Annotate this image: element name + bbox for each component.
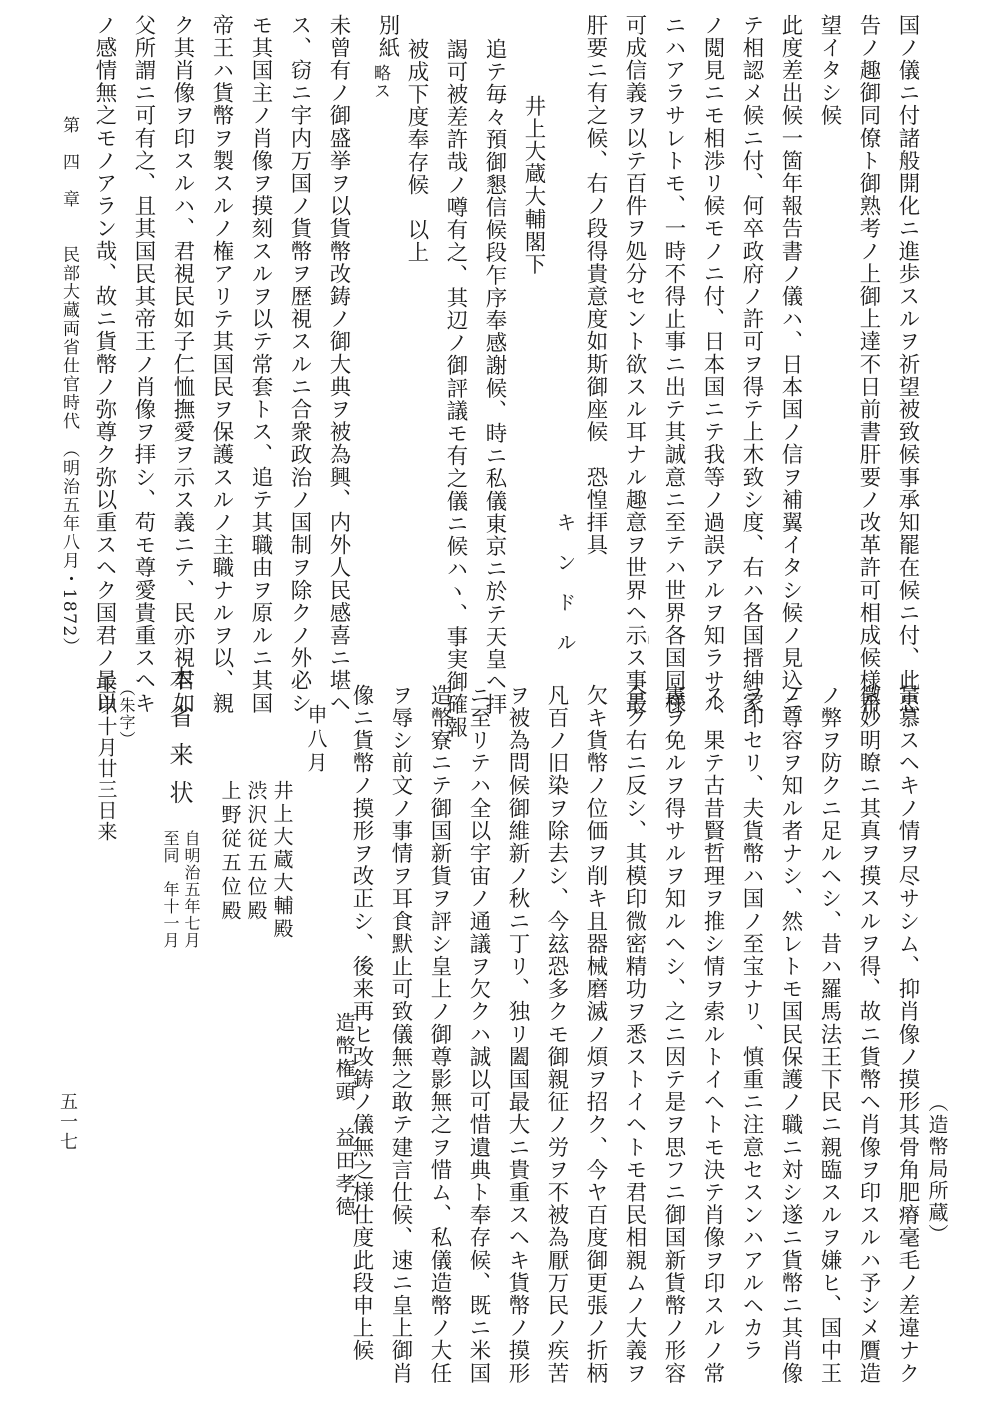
source-note: （造幣局所蔵） — [925, 1092, 949, 1246]
text-column: テ相認メ候ニ付、何卒政府ノ許可ヲ得テ上木致シ度、右ハ各国搢紳家 — [739, 14, 764, 715]
section-title: 本省来状 — [165, 666, 193, 818]
text-column: 全ク右ニ反シ、其模印微密精功ヲ悉ストイヘトモ君民相親ムノ大義ヲ — [622, 684, 647, 1385]
text-column: 帝王ハ貨幣ヲ製スルノ権アリテ其国民ヲ保護スルノ主職ナルヲ以、親 — [209, 14, 234, 715]
running-head: 第 四 章 民部大蔵両省仕官時代 （明治五年八月・1872） — [59, 116, 79, 657]
betsushi-label: 別紙 — [375, 14, 400, 60]
text-column: 可成信義ヲ以テ百件ヲ処分セント欲スル耳ナル趣意ヲ世界ヘ示ス事最 — [622, 14, 647, 715]
text-column: ヲ印セリ、夫貨幣ハ国ノ至宝ナリ、慎重ニ注意セスンハアルヘカラ — [739, 684, 764, 1362]
text-column: ス、果テ古昔賢哲理ヲ推シ情ヲ索ルトイヘトモ決テ肖像ヲ印スルノ常 — [700, 684, 725, 1385]
text-column: ノ尊容ヲ知ル者ナシ、然レトモ国民保護ノ職ニ対シ遂ニ貨幣ニ其肖像 — [778, 684, 803, 1385]
recipient: 井上大蔵大輔殿 — [270, 780, 294, 941]
text-column: 未曾有ノ御盛挙ヲ以貨幣改鋳ノ御大典ヲ被為興、内外人民感喜ニ堪ヘ — [326, 14, 351, 715]
text-column: 告ノ趣御同僚ト御熟考ノ上御上達不日前書肝要ノ改革許可相成候様希 — [856, 14, 881, 715]
text-column: 父所謂ニ可有之、且其国民其帝王ノ肖像ヲ拝シ、苟モ尊愛貴重スヘキ — [131, 14, 156, 715]
letter-date: 申八月 — [304, 704, 328, 776]
betsushi-note: 略ス — [370, 64, 390, 100]
text-column: 肝要ニ有之候、右ノ段得貴意度如斯御座候 恐惶拝具 — [583, 14, 608, 557]
text-column: ノ感情無之モノアラン哉、故ニ貨幣ノ弥尊ク弥以重スヘク国君ノ最以 — [92, 14, 117, 715]
red-ink-note: （朱字） — [117, 680, 136, 748]
signer: 造幣権頭 益田孝徳 — [332, 1012, 356, 1219]
period-from: 自明治五年七月 — [182, 830, 201, 949]
page-number: 五一七 — [57, 1092, 78, 1152]
text-column: ニハアラサレトモ、一時不得止事ニ出テ其誠意ニ至テハ世界各国同様 — [661, 14, 686, 715]
recipient: 渋沢従五位殿 — [244, 780, 268, 924]
text-column: 景慕スヘキノ情ヲ尽サシム、抑肖像ノ摸形其骨角肥瘠毫毛ノ差違ナク — [895, 684, 920, 1385]
text-column: 追テ毎々預御懇信候段乍序奉感謝候、時ニ私儀東京ニ於テ天皇ヘ拝 — [482, 38, 507, 716]
text-column: ス、窃ニ宇内万国ノ貨幣ヲ歴視スルニ合衆政治ノ国制ヲ除クノ外必シ — [287, 14, 312, 715]
crease-mark — [648, 636, 649, 644]
text-column: 欠キ貨幣ノ位価ヲ削キ且器械磨滅ノ煩ヲ招ク、今ヤ百度御更張ノ折柄 — [583, 684, 608, 1385]
text-column: 望イタシ候 — [817, 14, 842, 127]
text-column: ヲ辱シ前文ノ事情ヲ耳食默止可致儀無之敢テ建言仕候、速ニ皇上御肖 — [388, 684, 413, 1385]
text-column: モ其国主ノ肖像ヲ摸刻スルヲ以テ常套トス、追テ其職由ヲ原ルニ其国 — [248, 14, 273, 715]
received-date: 壬申十月廿三日来 — [94, 674, 118, 842]
period-to: 至同 年十一月 — [161, 830, 180, 949]
text-column: 此度差出候一箇年報告書ノ儀ハ、日本国ノ信ヲ補翼イタシ候ノ見込ニ — [778, 14, 803, 715]
text-column: 造幣寮ニテ御国新貨ヲ評シ皇上ノ御尊影無之ヲ惜ム、私儀造幣ノ大任 — [427, 684, 452, 1385]
text-column: 被成下度奉存候 以上 — [404, 38, 429, 264]
sender-name: キンドル — [553, 512, 577, 672]
text-column: 謁可被差許哉ノ噂有之、其辺ノ御評議モ有之儀ニ候ハヽ、事実御確報 — [443, 38, 468, 739]
addressee: 井上大蔵大輔閣下 — [521, 95, 546, 276]
text-column: 憲ヲ免ルヲ得サルヲ知ルヘシ、之ニ因テ是ヲ思フニ御国新貨幣ノ形容 — [661, 684, 686, 1385]
text-column: 微妙明瞭ニ其真ヲ摸スルヲ得、故ニ貨幣ヘ肖像ヲ印スルハ予シメ贋造 — [856, 684, 881, 1385]
text-column: 凡百ノ旧染ヲ除去シ、今玆恐多クモ御親征ノ労ヲ不被為厭万民ノ疾苦 — [544, 684, 569, 1385]
text-column: ノ閲見ニモ相渉リ候モノニ付、日本国ニテ我等ノ過誤アルヲ知ラサル — [700, 14, 725, 715]
text-column: 国ノ儀ニ付諸般開化ニ進歩スルヲ祈望被致候事承知罷在候ニ付、此忠 — [895, 14, 920, 715]
text-column: ノ弊ヲ防クニ足ルヘシ、昔ハ羅馬法王下民ニ親臨スルヲ嫌ヒ、国中王 — [817, 684, 842, 1385]
text-column: 像ニ貨幣ノ摸形ヲ改正シ、後来再ヒ改鋳ノ儀無之様仕度此段申上候 — [349, 684, 374, 1362]
text-column: ク其肖像ヲ印スルハ、君視民如子仁恤撫愛ヲ示ス義ニテ、民亦視君如 — [170, 14, 195, 715]
recipient: 上野従五位殿 — [218, 780, 242, 924]
text-column: ヲ被為問候御維新ノ秋ニ丁リ、独リ闔国最大ニ貴重スヘキ貨幣ノ摸形 — [505, 684, 530, 1385]
text-column: ニ至リテハ全以宇宙ノ通議ヲ欠クハ誠以可惜遺典ト奉存候、既ニ米国 — [466, 684, 491, 1385]
